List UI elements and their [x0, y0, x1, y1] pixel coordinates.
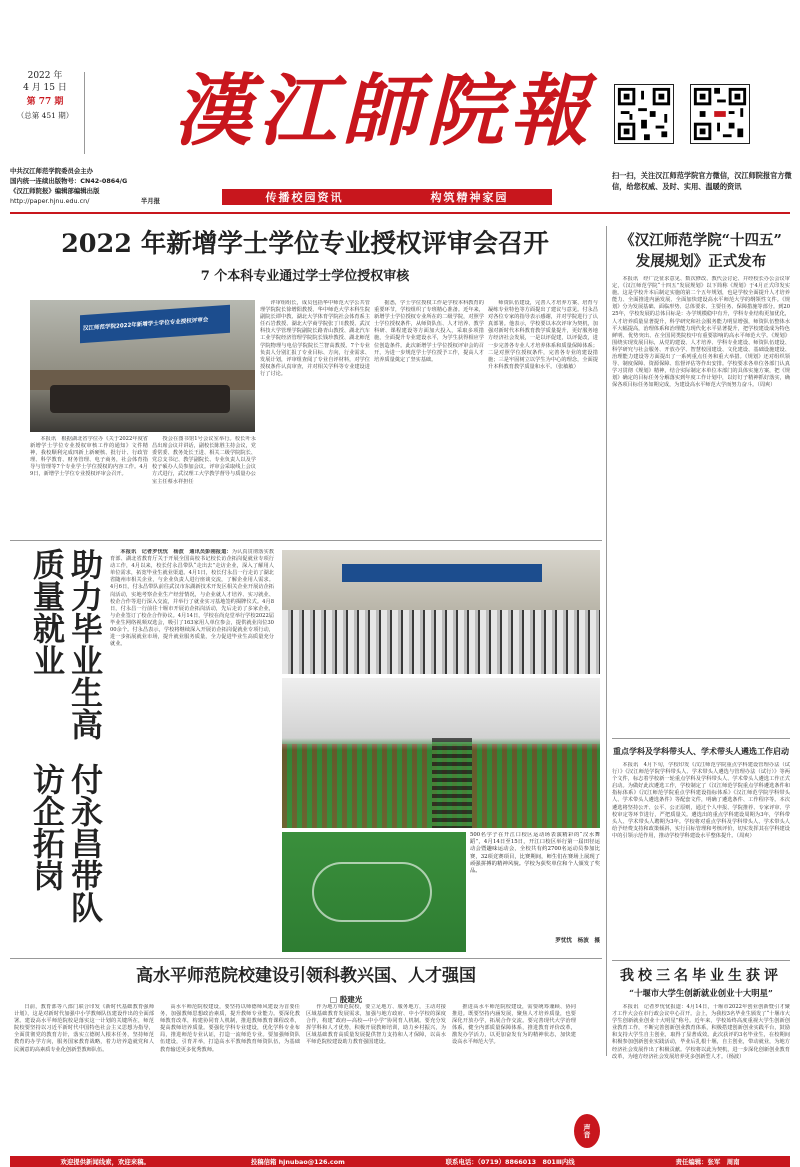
lead-col5: 师资队伍建设，完善人才培养方案、培育与凝练专业特色等方面提出了建议与意见。付永昌对各位专家的指导表示感谢，并对学院进行了认真部署。他表示，学校要以本次评审为契机，加强对新时代本科教育教学质量提升，更好服务地方经济社会发展，一是以评促建，以评促改，进一步完善各专业人才培养体系和质量保障体系；二是对照学位授权条件，完善各专业的建设措施；三是牢固树立以学生为中心的理念，全面提升本科教育教学质量和水平。（张敏敏）: [488, 300, 598, 370]
event-caption: 500名学子在开江口校区运动场表演精彩的“汉水舞蹈”，4月14日至15日，开江口校区举行第一届田径运动会暨趣味运动会，全校共有约2700名运动员参加比赛，32项竞赛项目，比赛期间，师生们在赛场上展现了顽强拼搏的精神风貌。学校为获奖单位和个人颁发了奖品。: [470, 832, 600, 875]
plan-title-line2: 发展规划》正式发布: [635, 253, 767, 270]
visit-title-line1: 付永昌带队访企拓岗: [28, 763, 104, 924]
sponsor: 中共汉江师范学院委员会主办: [10, 167, 94, 175]
issue-year: 2022 年: [27, 71, 63, 81]
voice-seal-text: 声音: [583, 1124, 591, 1138]
plan-title: [612, 230, 790, 272]
issue-total: （总第 451 期）: [16, 111, 74, 120]
event-photo-field: [282, 832, 466, 952]
publisher-info: [10, 166, 160, 206]
newspaper-title: 漢江師院報: [174, 66, 595, 157]
lead-title: 2022 年新增学士学位专业授权评审会召开: [61, 229, 549, 259]
lead-subtitle: 7 个本科专业通过学士学位授权审核: [200, 269, 410, 284]
plan-title-line1: 《汉江师范学院“十四五”: [620, 232, 782, 249]
leaders-title: 重点学科及学科带头人、学术带头人遴选工作启动: [613, 746, 789, 756]
plan-body: 本报讯 经广泛征求意见、数次修改、教代会讨论、并经校长办公会议审定，《汉江师范学院“十四五”发展规划》以下简称《规划》于4月正式印发实施。这是学校升本后制定实施的第二个五年规划，也是学校全面提升人才培养能力、全面推进内涵发展、全面加快建设高水平师范大学的纲领性文件。《规划》分为发展基础、面临形势、总体要求、主要任务、保障措施等部分。到2025年，学校发展的总体目标是：办学规模稳中有升，学科专业结构更加优化，人才培养质量显著提升，科学研究和社会服务能力明显增强，师资队伍整体水平大幅提高，治理体系和治理能力现代化水平显著提升，把学校建设成为特色鲜明、优势突出、在全国同类院校中有重要影响的高水平师范大学。《规划》围绕实现发展目标，从党的建设、人才培养、学科专业建设、师资队伍建设、科学研究与社会服务、开放办学、智慧校园建设、文化建设、基础设施建设、治理能力建设等方面提出了一系列重点任务和重大举措。《规划》还对组织领导、制度保障、资源保障、监督评估等作出安排。学校要求各单位各部门认真学习贯彻《规划》精神，结合实际制定本单位本部门的具体实施方案，把《规划》确定的目标任务分解落实到年度工作计划中，以钉钉子精神抓好落实，确保各项目标任务如期完成，为建设高水平师范大学而努力奋斗。（周爽）: [612, 276, 790, 389]
footer-welcome: 欢迎提供新闻线索，欢迎来稿。: [60, 1158, 150, 1166]
date-box: [12, 70, 78, 152]
standard-byline: □ 殷建光: [330, 995, 363, 1004]
footer-phone: 联系电话：（0719）8866013 801Ⅲ内线: [445, 1158, 575, 1166]
qr-code-right: [690, 84, 750, 144]
slogan-left: 传播校园资讯: [265, 191, 344, 204]
event-photo-bottom: [282, 678, 600, 828]
employ-title: [612, 966, 790, 1000]
visit-title-line2: 助力毕业生高质量就业: [28, 548, 104, 740]
visit-byline: 本报讯 记者罗忧忧 杨波 通讯员彭刚报道：: [120, 549, 232, 555]
lead-col4: 据悉，学士学位授权工作是学校本科教育的重要环节，学校组织了专班精心准备。近年来，新增学士学位授权专业所在的二级学院，对照学士学位授权条件，从师资队伍、人才培养、教学科研、课程建设等方面加大投入，采取多项措施，全面提升专业建设水平，为学生获得相应学位创造条件。此次新增学士学位授权评审会的召开，为进一步规范学士学位授予工作，提高人才培养质量奠定了坚实基础。: [374, 300, 484, 363]
editor-line: 《汉江师院报》编辑部编辑出版: [10, 187, 100, 195]
voice-seal: [574, 1114, 600, 1148]
event-caption-box: [470, 832, 600, 952]
visit-vertical-title: [14, 548, 104, 948]
qr-code-left: [614, 84, 674, 144]
event-caption-byline: 罗忧忧 杨波 摄: [555, 938, 600, 944]
lead-col3: 评审组组长，成员包括华中师范大学公共管理学院院长徐增阳教授、华中师范大学本科生院副院长谭中教、湖北大学体育学院社会体育系主任石岩教授、湖北大学商学院张丁川教授、武汉科技大学管理学院副院长路青山教授、湖北汽车工业学院经济管理学院院长钱珍教授、湖北师范学院物理与电信学院院长兰智高教授。7个专业负责人分别汇报了专业目标、方向，行业需求、发展计划，评审组查阅了专业自评材料，对学位授权条件认真审查，并对相关学科等专业建设进行了讨论。: [260, 300, 370, 377]
standard-col1: 日前，教育部等八部门联合印发《新时代基础教育强师计划》，这是对新时代加强中小学教师队伍建设作出的全面部署。建设高水平师范院校是落实这一计划的关键所在，师范院校要坚持以习近平新时代中国特色社会主义思想为指导，全面贯彻党的教育方针，落实立德树人根本任务，坚持师范教育的办学方向，服务国家教育战略，着力培养造就党和人民满意的高素质专业化创新型教师队伍。: [14, 1004, 154, 1053]
standard-col3: 作为地方师范院校，要立足地方、服务地方，主动对接区域基础教育发展需求，加强与地方政府、中小学校的深度合作，构建“政府—高校—中小学”协同育人机制。要充分发挥学科和人才优势，积极开展教师培训，助力乡村振兴，为区域基础教育高质量发展提供智力支持和人才保障，以高水平师范院校建设助力教育强国建设。: [306, 1004, 446, 1046]
site-url[interactable]: http://paper.hjnu.edu.cn/: [10, 197, 90, 205]
visit-body: 本报讯 记者罗忧忧 杨波 通讯员彭刚报道：为认真贯彻落实教育部、湖北省教育厅关于开展全国高校书记校长访企拓岗促就业专项行动工作，4月以来，校长付永昌带队“走出去”走访企业，深入了解用人单位需求，拓宽毕业生就业渠道。4月1日，校长付永昌一行走访了湖北省随州市相关企业，与企业负责人进行座谈交流，了解企业用人需求。4月6日，付永昌带队前往武汉市东湖新技术开发区相关企业开展访企拓岗活动，实地考察企业生产经营情况，与企业就人才培养、实习就业、校企合作等进行深入交流，并举行了就业实习基地签约揭牌仪式。4月8日，付永昌一行前往十堰市开展访企拓岗活动，先后走访了多家企业，与企业签订了校企合作协议。4月14日，学校在尚克堂举行学校2022届毕业生网络视频双选会，吸引了163家用人单位参会，提供就业岗位3000余个。付永昌表示，学校将继续深入开展访企拓岗促就业专项行动，进一步拓展就业市场，提升就业服务质量，全力促进毕业生高质量充分就业。: [110, 549, 274, 648]
meeting-banner-text: 汉江师范学院2022年新增学士学位专业授权评审会: [83, 317, 209, 333]
slogan-banner: [222, 189, 552, 205]
event-photo-top: [282, 550, 600, 674]
slogan-right: 构筑精神家园: [430, 191, 509, 204]
employ-title-line2: “十堰市大学生创新就业创业十大明星”: [629, 988, 773, 998]
employ-body: 本报讯 记者罗忧忧报道：4月14日，十堰市2022年创业创新暨引才聚才工作大会在市行政会议中心召开。会上，为我校3名毕业生颁发了“十堰市大学生创新就业创业十大明星”称号。近年来，学校始终高度重视大学生创新创业教育工作，不断完善创新创业教育体系，积极搭建创新创业实践平台，鼓励和支持大学生自主创业，取得了显著成效。此次获评的3名毕业生，在校期间积极参加创新创业实践活动，毕业后扎根十堰，自主创业，带动就业，为地方经济社会发展作出了积极贡献。学校将以此为契机，进一步深化创新创业教育改革，为地方经济社会发展培养更多创新型人才。（杨波）: [612, 1004, 790, 1060]
footer-bar: [10, 1156, 790, 1167]
lead-col2: 授会在图书馆1号会议室举行。校长叶永昌出席会议并讲话，副校长陈胜主持会议，党委常委、教务处长王进、相关二级学院院长、党总支书记、教学副院长、专业负责人以及学校子硕办人员参加会议。评审会采取线上会议方式进行，武汉理工大学教学督导与质量办公室主任蔡水祥担任: [152, 436, 256, 485]
standard-title: 高水平师范院校建设引领科教兴国、人才强国: [136, 966, 476, 986]
footer-email[interactable]: 投稿信箱 hjnubao@126.com: [250, 1158, 345, 1166]
issue-date: 4 月 15 日: [23, 83, 67, 93]
standard-col2: 高水平师范院校建设，要坚持以师德师风建设为首要任务，加强教师思想政治素质，提升教师专业能力。要深化教师教育改革，构建协同育人机制，推进教师教育课程改革，提高教师培养质量。要强化学科专业建设，优化学科专业布局，推进师范专业认证，打造一流师范专业。要加强师资队伍建设，引育并举，打造高水平教师教育师资队伍，为基础教育输送更多优秀教师。: [160, 1004, 300, 1053]
standard-col4: 推进高水平师范院校建设，需要统筹兼顾、协同推进。既要坚持内涵发展，聚焦人才培养质量，也要深化开放办学，拓展合作交流。要完善现代大学治理体系，健全内部质量保障体系，推进教育评价改革，激发办学活力，以更加奋发有为的精神状态，加快建设高水平师范大学。: [452, 1004, 576, 1046]
cn-number: 国内统一连续出版物号：CN42-0864/G: [10, 177, 128, 185]
issue-number: 第 77 期: [26, 97, 64, 107]
footer-editor: 责任编辑：张军 周南: [675, 1158, 740, 1166]
employ-title-line1: 我校三名毕业生获评: [620, 968, 782, 984]
leaders-body: 本报讯 4月下旬，学校印发《汉江师范学院重点学科建设管理办法（试行）》《汉江师范学院学科带头人、学术带头人遴选与管理办法（试行）》等两个文件，标志着学校新一轮重点学科及学科带头人、学术带头人遴选工作正式启动。为做好此次遴选工作，学校制定了《汉江师范学院重点学科遴选条件和指标体系》《汉江师范学院重点学科建设指标体系》《汉江师范学院学科带头人、学术带头人遴选条件》等配套文件，明确了遴选条件、工作程序等。本次遴选将坚持公开、公平、公正原则，通过个人申报、学院推荐、专家评审、学校审定等环节进行，严把质量关。遴选出的重点学科建设周期为3年，学科带头人、学术带头人聘期为3年。学校将对重点学科及学科带头人、学术带头人给予经费支持和政策倾斜，实行目标管理和考核评价，切实发挥其在学科建设中的引领示范作用，推动学校学科建设水平整体提升。（周爽）: [612, 762, 790, 839]
frequency: 半月报: [140, 197, 160, 205]
meeting-photo: [30, 300, 255, 432]
lead-col1: 本报讯 根据湖北省学位办《关于2022年度省新增学士学位专业授权审核工作的通知》文件精神，我校顺利完成四新上新硬核、批行计、行政管理、科学教育、财务管理、电子商务，社会体育指导与管理等7个专业学士学位授权的内容工作。4月9日，新增学士学位专业授权评审会召开。: [30, 436, 148, 478]
scan-text: 扫一扫，关注汉江师范学院官方微信，汉江师院报官方微信，给您权威、及时、实用、温暖的资讯: [612, 171, 792, 191]
